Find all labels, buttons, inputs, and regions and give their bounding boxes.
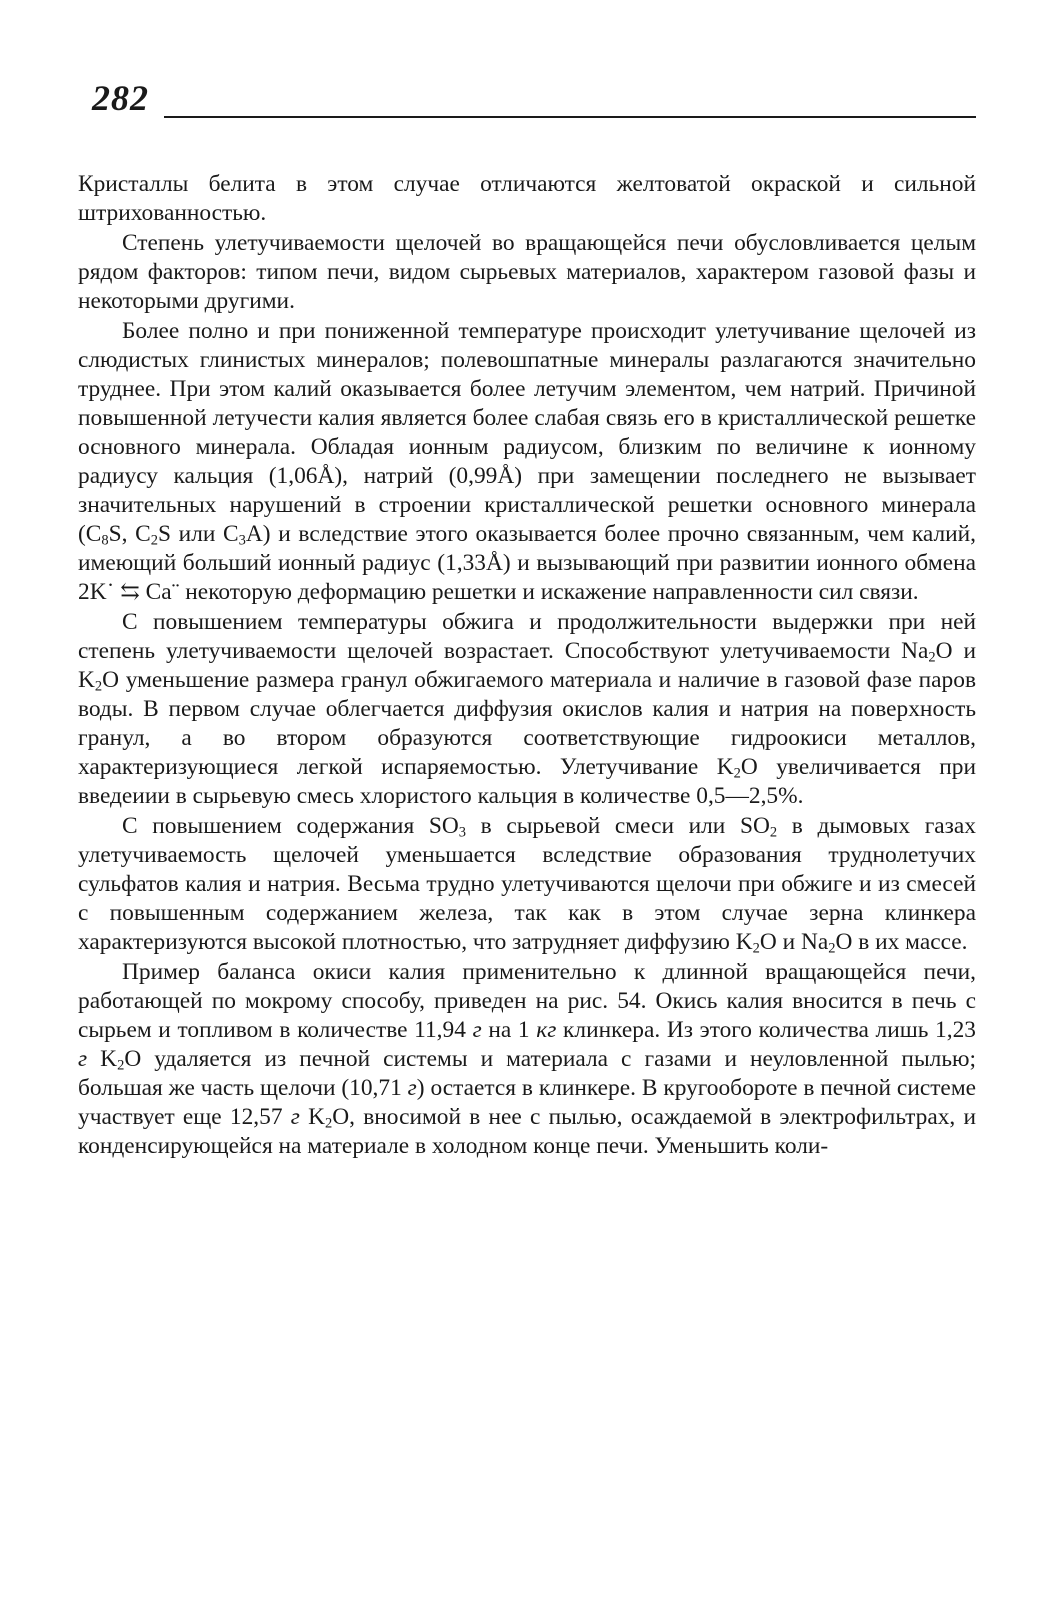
paragraph-5: С повышением содержания $SO_3$ в сырьевой смеси или $SO_2$ в дымовых газах улетучиваемость щелочей уменьшается вследствие образования труднолетучих сульфатов калия и натрия. Весьма трудно улетучиваются щелочи при обжиге и из смесей с повышенным содержанием железа, так как в этом случае зерна клинкера характеризуются высокой плотностью, что затрудняет диффузию $K_2O$ и $Na_2O$ в их массе. — [78, 813, 976, 957]
page-number: 282 — [92, 78, 149, 118]
subscript: 2 — [150, 532, 159, 549]
subscript: 3 — [458, 824, 466, 841]
page-header — [92, 78, 976, 122]
unit-abbrev: кг — [536, 1017, 557, 1043]
paragraph-4: С повышением температуры обжига и продолжительности выдержки при ней степень улетучиваемости щелочей возрастает. Способствуют улетучиваемости $Na_2O$ и $K_2O$ уменьшение размера гранул обжигаемого материала и наличие в газовой фазе паров воды. В первом случае облегчается диффузия окислов калия и натрия на поверхность гранул, а во втором образуются соответствующие гидроокиси металлов, характеризующиеся легкой испаряемостью. Улетучивание $K_2O$ увеличивается при введеиии в сырьевую смесь хлористого кальция в количестве 0,5—2,5%. — [78, 609, 976, 809]
header-rule — [164, 116, 976, 118]
unit-abbrev: г — [407, 1075, 417, 1101]
subscript: 2 — [94, 678, 103, 695]
subscript: 3 — [238, 532, 246, 549]
paragraph-3: Более полно и при пониженной температуре происходит улетучивание щелочей из слюдистых глинистых минералов; полевошпатные минералы разлагаются значительно труднее. При этом калий оказывается более летучим элементом, чем натрий. Причиной повышенной летучести калия является более слабая связь его в кристаллической решетке основного минерала. Обладая ионным радиусом, близким по величине к ионному радиусу кальция (1,06Å), натрий (0,99Å) при замещении последнего не вызывает значительных нарушений в строении кристаллической решетки основного минерала ($C_8S$, $C_2S$ или $C_3A$) и вследствие этого оказывается более прочно связанным, чем калий, имеющий больший ионный радиус (1,33Å) и вызывающий при развитии ионного обмена 2K˙ ⇆ Ca¨ некоторую деформацию решетки и искажение направленности сил связи. — [78, 318, 977, 605]
paragraph-6: Пример баланса окиси калия применительно к длинной вращающейся печи, работающей по мокрому способу, приведен на рис. 54. Окись калия вносится в печь с сырьем и топливом в количестве 11,94 г на 1 кг клинкера. Из этого количества лишь 1,23 г $K_2O$ удаляется из печной системы и материала с газами и неуловленной пылью; большая же часть щелочи (10,71 г) остается в клинкере. В кругообороте в печной системе участвует еще 12,57 г $K_2O$, вносимой в нее с пылью, осаждаемой в электрофильтрах, и конденсирующейся на материале в холодном конце печи. Уменьшить коли- — [78, 959, 976, 1159]
subscript: 2 — [325, 1115, 333, 1132]
paragraph-2: Степень улетучиваемости щелочей во вращающейся печи обусловливается целым рядом факторов: типом печи, видом сырьевых материалов, характером газовой фазы и некоторыми другими. — [78, 230, 976, 314]
subscript: 2 — [928, 649, 936, 666]
unit-abbrev: г — [78, 1046, 88, 1072]
subscript: 2 — [117, 1057, 125, 1074]
body-text — [78, 170, 976, 1161]
subscript: 2 — [769, 824, 778, 841]
unit-abbrev: г — [290, 1104, 300, 1130]
subscript: 8 — [101, 532, 109, 549]
subscript: 2 — [752, 940, 760, 957]
subscript: 2 — [733, 765, 741, 782]
unit-abbrev: г — [472, 1017, 482, 1043]
subscript: 2 — [828, 940, 836, 957]
paragraph-1: Кристаллы белита в этом случае отличаются желтоватой окраской и сильной штрихованностью. — [78, 171, 976, 226]
